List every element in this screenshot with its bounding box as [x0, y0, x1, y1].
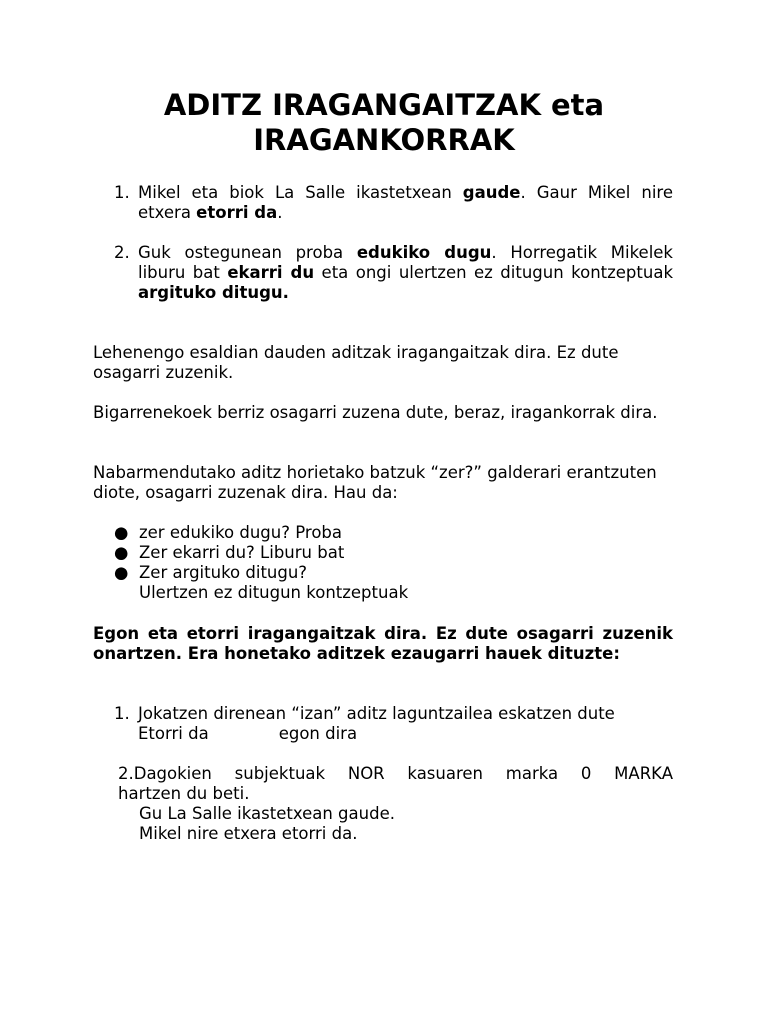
bold-paragraph: Egon eta etorri iragangaitzak dira. Ez dute osagarri zuzenik onartzen. Era honetako aditzek ezaugarri hauek dituzte: [93, 624, 673, 663]
example-item-2 [114, 243, 673, 303]
paragraph-2: Bigarrenekoek berriz osagarri zuzena dute, beraz, iragankorrak dira. [93, 403, 658, 422]
rule-item-1 [114, 704, 673, 744]
example-item-1 [114, 183, 673, 223]
rule-text: Jokatzen direnean “izan” aditz laguntzailea eskatzen dute [138, 704, 615, 723]
list-item: ● Zer ekarri du? Liburu bat [114, 543, 345, 562]
example-number: 2. [114, 243, 130, 262]
rule-text: 2.Dagokien subjektuak NOR kasuaren marka 0 MARKA [118, 764, 673, 783]
paragraph-3: Nabarmendutako aditz horietako batzuk “zer?” galderari erantzuten diote, osagarri zuzenak dira. Hau da: [93, 463, 657, 502]
highlighted-verb: etorri da [196, 203, 278, 222]
bullet-icon: ● [114, 543, 129, 562]
bullet-icon: ● [114, 563, 129, 582]
highlighted-verb: gaude [462, 183, 521, 202]
title-line-2: IRAGANKORRAK [253, 123, 515, 157]
example-text: Guk ostegunean proba edukiko dugu. Horregatik Mikelek liburu bat ekarri du eta ongi ulertzen ez ditugun kontzeptuak argituko ditugu. [138, 243, 673, 302]
rule-example-1: Gu La Salle ikastetxean gaude. [139, 804, 395, 823]
rule-example-b: egon dira [278, 724, 358, 743]
rule-item-2 [118, 764, 673, 844]
highlighted-verb: argituko ditugu. [138, 283, 289, 302]
bullet-icon: ● [114, 523, 129, 542]
rule-example-2: Mikel nire etxera etorri da. [139, 824, 358, 843]
rule-example-a: Etorri da [138, 724, 209, 743]
page-title [0, 88, 768, 158]
rule-number: 1. [114, 704, 130, 723]
list-item: ● zer edukiko dugu? Proba [114, 523, 342, 542]
rule-text-cont: hartzen du beti. [118, 784, 250, 803]
title-line-1: ADITZ IRAGANGAITZAK eta [163, 88, 605, 122]
highlighted-verb: edukiko dugu [356, 243, 492, 262]
list-item: ● Zer argituko ditugu? Ulertzen ez ditugun kontzeptuak [114, 563, 409, 602]
bullet-list [114, 523, 674, 603]
highlighted-verb: ekarri du [227, 263, 315, 282]
example-number: 1. [114, 183, 130, 202]
paragraph-1: Lehenengo esaldian dauden aditzak iragangaitzak dira. Ez dute osagarri zuzenik. [93, 343, 619, 382]
example-text: Mikel eta biok La Salle ikastetxean gaude. Gaur Mikel nire etxera etorri da. [138, 183, 673, 222]
